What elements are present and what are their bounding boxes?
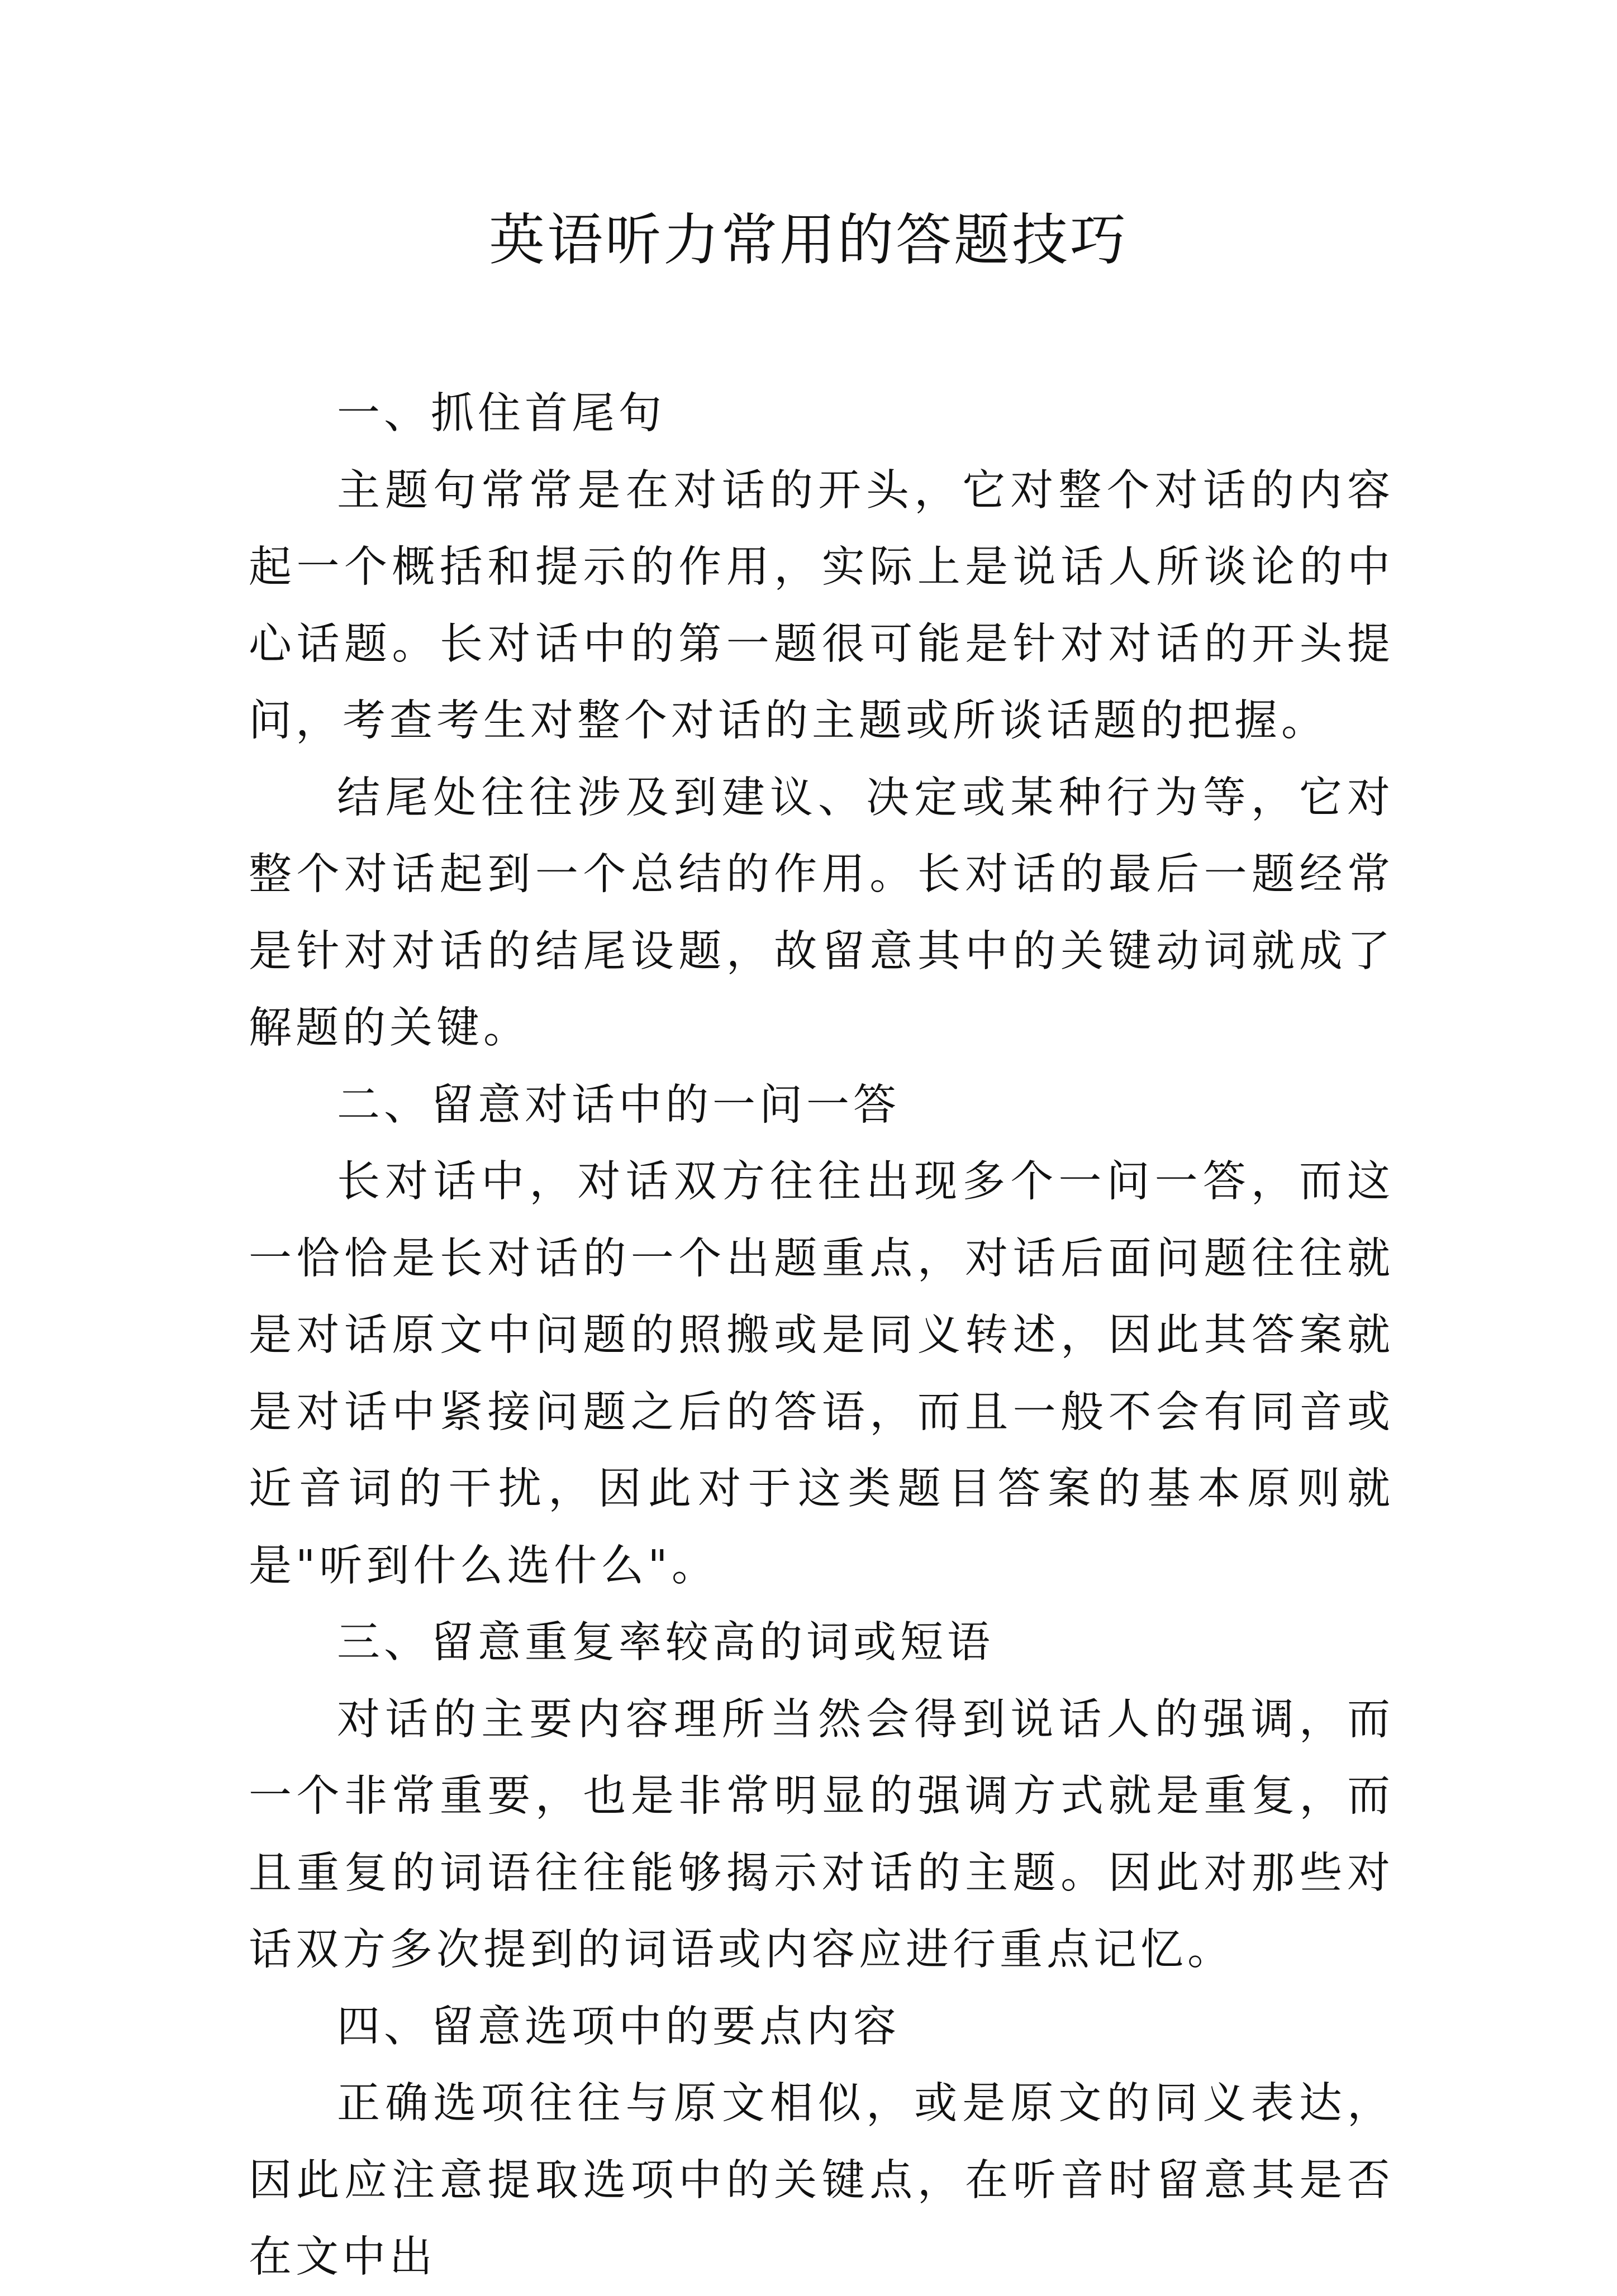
section-heading-1: 一、抓住首尾句 <box>337 389 665 439</box>
section-heading-2: 二、留意对话中的一问一答 <box>337 1080 900 1130</box>
paragraph: 正确选项往往与原文相似，或是原文的同义表达，因此应注意提取选项中的关键点，在听音时留意其是否在文中出 <box>249 2079 1394 2282</box>
paragraph: 主题句常常是在对话的开头，它对整个对话的内容起一个概括和提示的作用，实际上是说话人所谈论的中心话题。长对话中的第一题很可能是针对对话的开头提问，考查考生对整个对话的主题或所谈话题的把握。 <box>249 465 1394 746</box>
document-title: 英语听力常用的答题技巧 <box>489 207 1128 273</box>
paragraph: 结尾处往往涉及到建议、决定或某种行为等，它对整个对话起到一个总结的作用。长对话的最后一题经常是针对对话的结尾设题，故留意其中的关键动词就成了解题的关键。 <box>249 773 1394 1053</box>
paragraph: 对话的主要内容理所当然会得到说话人的强调，而一个非常重要，也是非常明显的强调方式就是重复，而且重复的词语往往能够揭示对话的主题。因此对那些对话双方多次提到的词语或内容应进行重点记忆。 <box>249 1694 1394 1975</box>
section-heading-3: 三、留意重复率较高的词或短语 <box>337 1618 994 1668</box>
section-heading-4: 四、留意选项中的要点内容 <box>337 2002 900 2052</box>
document-body <box>249 375 1394 2296</box>
paragraph: 长对话中，对话双方往往出现多个一问一答，而这一恰恰是长对话的一个出题重点，对话后面问题往往就是对话原文中问题的照搬或是同义转述，因此其答案就是对话中紧接问题之后的答语，而且一般不会有同音或近音词的干扰，因此对于这类题目答案的基本原则就是"听到什么选什么"。 <box>249 1157 1394 1591</box>
